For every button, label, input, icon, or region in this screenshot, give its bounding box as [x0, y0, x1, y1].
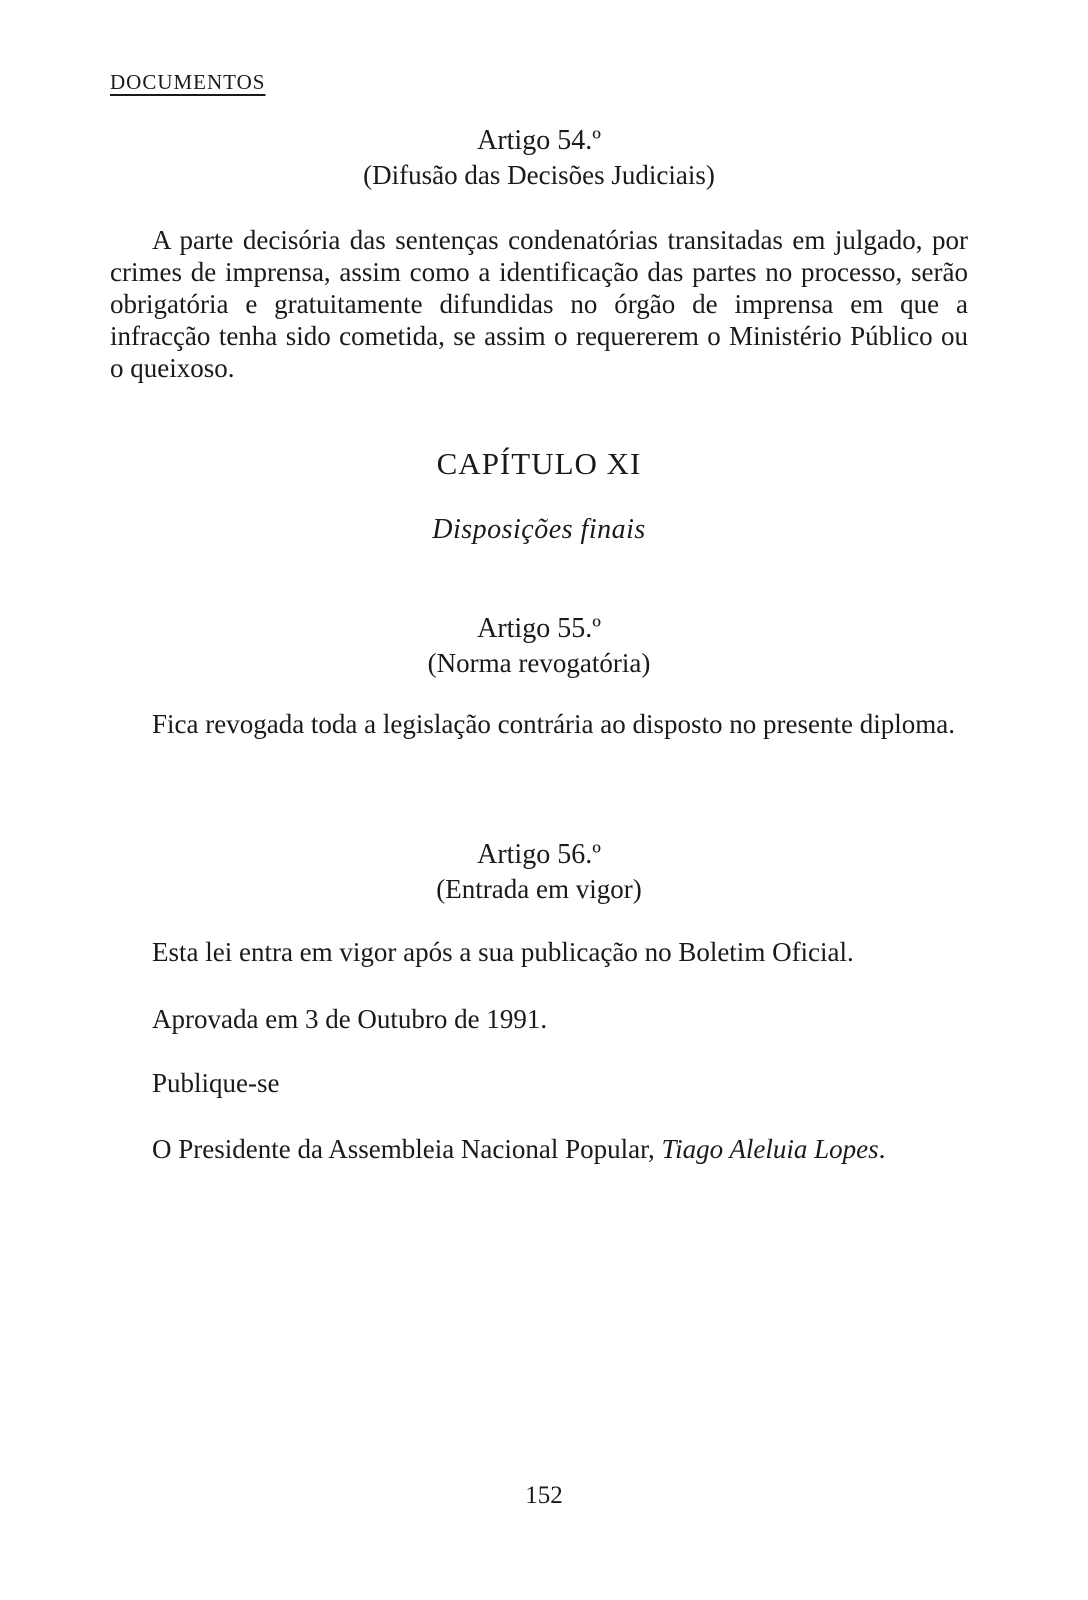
chapter-title: CAPÍTULO XI — [436, 446, 642, 481]
running-head: DOCUMENTOS — [110, 70, 266, 94]
chapter-heading — [110, 446, 968, 482]
article-54-heading — [110, 124, 968, 192]
article-55-body-block — [110, 708, 968, 740]
signature-prefix: O Presidente da Assembleia Nacional Popular, — [152, 1134, 662, 1164]
article-55-heading — [110, 612, 968, 680]
article-55-body: Fica revogada toda a legislação contrária ao disposto no presente diploma. — [152, 709, 955, 739]
article-55-title: Artigo 55.º — [477, 613, 601, 644]
article-56-subtitle: (Entrada em vigor) — [436, 874, 642, 904]
chapter-subtitle: Disposições finais — [432, 514, 646, 545]
signature-suffix: . — [878, 1134, 886, 1164]
approval-block — [110, 1003, 968, 1035]
article-54-subtitle: (Difusão das Decisões Judiciais) — [363, 160, 715, 190]
article-56-body: Esta lei entra em vigor após a sua publicação no Boletim Oficial. — [152, 937, 854, 967]
article-54-title: Artigo 54.º — [477, 125, 601, 156]
chapter-subheading — [110, 514, 968, 546]
page-number: 152 — [525, 1482, 563, 1509]
article-56-title: Artigo 56.º — [477, 839, 601, 870]
approval-date: Aprovada em 3 de Outubro de 1991. — [152, 1004, 548, 1034]
article-56-body-block — [110, 936, 968, 968]
signature-line — [110, 1133, 968, 1165]
publish-block — [110, 1067, 968, 1099]
signature-block — [110, 1133, 968, 1165]
publish-statement: Publique-se — [152, 1068, 280, 1098]
article-54-body: A parte decisória das sentenças condenatórias transitadas em julgado, por crimes de imprensa, assim como a identificação das partes no processo, serão obrigatória e gratuitamente difundidas no órgão de imprensa em que a infracção tenha sido cometida, se assim o requererem o Ministério Público ou o queixoso. — [110, 225, 968, 383]
signature-name: Tiago Aleluia Lopes — [661, 1134, 879, 1164]
article-55-subtitle: (Norma revogatória) — [427, 648, 651, 678]
article-54-body-block — [110, 224, 968, 384]
article-56-heading — [110, 838, 968, 906]
